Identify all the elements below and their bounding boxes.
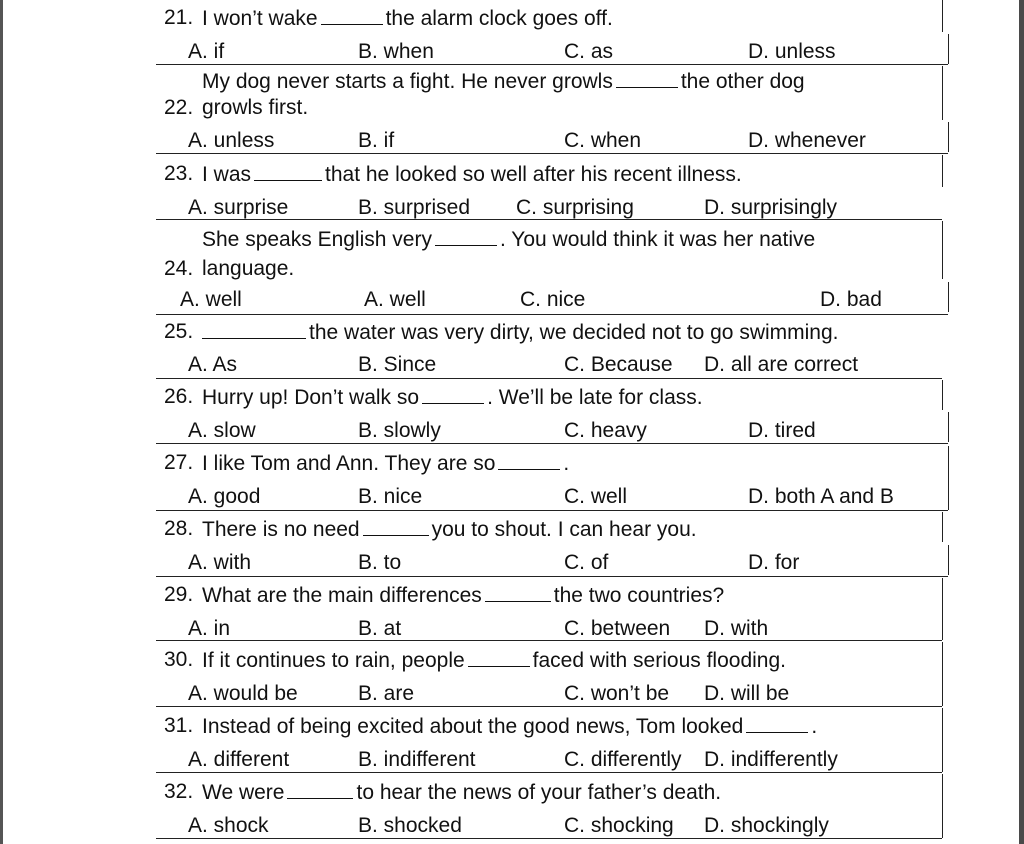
- row-divider: [156, 772, 942, 773]
- table-rule: [942, 642, 943, 706]
- table-rule: [948, 34, 949, 64]
- option-d: D. surprisingly: [704, 196, 838, 219]
- question-stem: I like Tom and Ann. They are so .: [202, 452, 570, 475]
- option-c: C. won’t be: [564, 682, 670, 705]
- table-rule: [948, 545, 949, 575]
- table-rule: [942, 66, 943, 120]
- option-b: B. surprised: [358, 196, 471, 219]
- option-a: A. As: [188, 353, 238, 376]
- question-number: 30.: [164, 648, 194, 671]
- question-stem: I was that he looked so well after his recent illness.: [202, 163, 742, 186]
- option-c: C. shocking: [564, 814, 674, 837]
- table-rule: [948, 412, 949, 442]
- question-stem: There is no need you to shout. I can hear you.: [202, 518, 697, 541]
- option-d: D. shockingly: [704, 814, 829, 837]
- answer-blank: [202, 320, 306, 339]
- option-d: D. will be: [704, 682, 790, 705]
- option-c: C. of: [564, 551, 609, 574]
- option-d: D. whenever: [748, 129, 866, 152]
- row-divider: [156, 640, 942, 641]
- question-number: 29.: [164, 583, 194, 606]
- option-c: C. surprising: [516, 196, 634, 219]
- answer-blank: [422, 385, 484, 404]
- answer-blank: [254, 162, 322, 181]
- option-b: B. at: [358, 617, 402, 640]
- option-d: D. both A and B: [748, 485, 894, 508]
- option-b: A. well: [364, 288, 426, 311]
- option-a: A. in: [188, 617, 231, 640]
- option-d: D. all are correct: [704, 353, 859, 376]
- answer-blank: [435, 227, 497, 246]
- question-stem: What are the main differences the two countries?: [202, 584, 725, 607]
- table-rule: [948, 446, 949, 510]
- option-a: A. different: [188, 748, 290, 771]
- row-divider: [156, 153, 948, 154]
- question-number: 28.: [164, 517, 194, 540]
- question-stem-continued: growls first.: [202, 96, 309, 119]
- option-b: B. shocked: [358, 814, 462, 837]
- option-b: B. indifferent: [358, 748, 476, 771]
- option-a: A. would be: [188, 682, 298, 705]
- question-stem: If it continues to rain, people faced with serious flooding.: [202, 649, 786, 672]
- question-number: 27.: [164, 451, 194, 474]
- table-rule: [948, 282, 949, 312]
- option-c: C. Because: [564, 353, 673, 376]
- option-a: A. good: [188, 485, 261, 508]
- option-c: C. heavy: [564, 419, 647, 442]
- option-c: C. differently: [564, 748, 682, 771]
- row-divider: [156, 314, 948, 315]
- row-divider: [156, 443, 948, 444]
- option-d: D. tired: [748, 419, 816, 442]
- option-b: B. when: [358, 40, 434, 63]
- option-a: A. surprise: [188, 196, 289, 219]
- option-b: B. Since: [358, 353, 437, 376]
- option-c: C. between: [564, 617, 671, 640]
- table-rule: [942, 155, 943, 187]
- table-rule: [942, 380, 943, 410]
- option-a: A. well: [180, 288, 242, 311]
- option-c: C. nice: [520, 288, 586, 311]
- option-b: B. if: [358, 129, 395, 152]
- question-stem: the water was very dirty, we decided not to go swimming.: [202, 320, 839, 345]
- option-c: C. as: [564, 40, 614, 63]
- page-edge-right: [1019, 0, 1024, 844]
- option-a: A. unless: [188, 129, 275, 152]
- option-d: D. for: [748, 551, 800, 574]
- row-divider: [156, 510, 948, 511]
- row-divider: [156, 838, 942, 839]
- answer-blank: [287, 780, 353, 799]
- answer-blank: [485, 583, 551, 602]
- option-d: D. with: [704, 617, 769, 640]
- option-d: D. bad: [820, 288, 882, 311]
- option-b: B. to: [358, 551, 402, 574]
- table-rule: [942, 774, 943, 838]
- option-b: B. are: [358, 682, 415, 705]
- option-d: D. unless: [748, 40, 836, 63]
- answer-blank: [616, 69, 678, 88]
- option-a: A. if: [188, 40, 225, 63]
- row-divider: [156, 64, 948, 65]
- row-divider: [156, 219, 942, 220]
- question-number: 21.: [164, 6, 194, 29]
- option-c: C. well: [564, 485, 628, 508]
- option-b: B. nice: [358, 485, 423, 508]
- table-rule: [942, 221, 943, 279]
- table-rule: [942, 0, 943, 32]
- question-number: 25.: [164, 320, 194, 343]
- question-number: 22.: [164, 96, 194, 119]
- answer-blank: [498, 451, 560, 470]
- option-b: B. slowly: [358, 419, 441, 442]
- question-stem: We were to hear the news of your father’s death.: [202, 781, 722, 804]
- row-divider: [156, 576, 948, 577]
- row-divider: [156, 706, 942, 707]
- question-number: 32.: [164, 780, 194, 803]
- answer-blank: [363, 517, 429, 536]
- table-rule: [942, 708, 943, 772]
- option-d: D. indifferently: [704, 748, 838, 771]
- question-number: 31.: [164, 714, 194, 737]
- question-number: 26.: [164, 385, 194, 408]
- option-a: A. with: [188, 551, 252, 574]
- row-divider: [156, 378, 942, 379]
- question-number: 24.: [164, 257, 194, 280]
- answer-blank: [746, 714, 808, 733]
- table-rule: [942, 512, 943, 542]
- option-a: A. shock: [188, 814, 269, 837]
- question-stem-continued: language.: [202, 257, 295, 280]
- table-rule: [948, 122, 949, 152]
- question-number: 23.: [164, 162, 194, 185]
- question-stem: My dog never starts a fight. He never growls the other dog: [202, 70, 805, 93]
- option-a: A. slow: [188, 419, 256, 442]
- question-stem: Hurry up! Don’t walk so . We’ll be late for class.: [202, 386, 703, 409]
- answer-blank: [468, 648, 530, 667]
- question-stem: I won’t wake the alarm clock goes off.: [202, 7, 613, 30]
- option-c: C. when: [564, 129, 642, 152]
- answer-blank: [321, 6, 383, 25]
- question-stem: Instead of being excited about the good news, Tom looked .: [202, 715, 818, 738]
- question-stem: She speaks English very . You would think it was her native: [202, 228, 816, 251]
- table-rule: [942, 578, 943, 640]
